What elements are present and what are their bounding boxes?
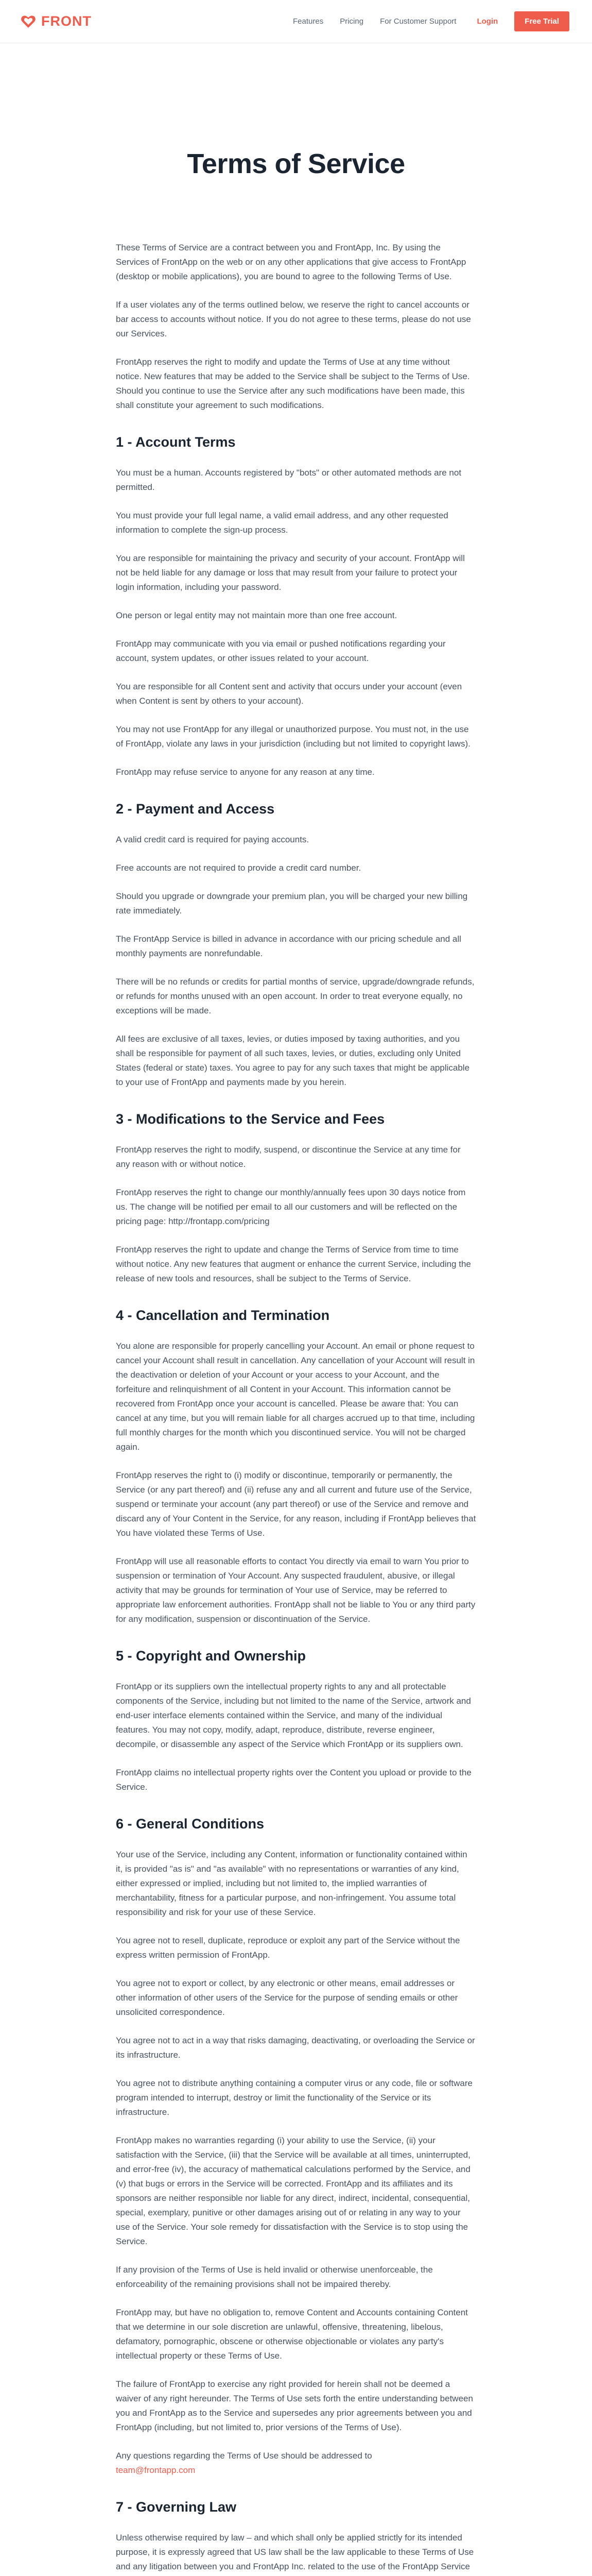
- section-paragraph: You must provide your full legal name, a valid email address, and any other requested information to complete the sign-up process.: [116, 511, 448, 535]
- intro-paragraph: FrontApp reserves the right to modify and update the Terms of Use at any time without notice. New features that may be added to the Service shall be subject to the Terms of Use. Should you continue to use the Service after any such modifications have been made, this shall constitute your agreement to such modifications.: [116, 357, 470, 410]
- section-paragraph: Your use of the Service, including any Content, information or functionality contained within it, is provided "as is" and "as available" with no representations or warranties of any kind, either expressed or implied, including but not limited to, the implied warranties of merchantability, fitness for a particular purpose, and non-infringement. You assume total responsibility and risk for your use of these Service.: [116, 1850, 467, 1917]
- front-logo[interactable]: [21, 13, 293, 29]
- section-payment-and-access: [116, 801, 476, 1090]
- section-paragraph: There will be no refunds or credits for partial months of service, upgrade/downgrade refunds, or refunds for months unused with an open account. In order to treat everyone equally, no exceptions will be made.: [116, 977, 475, 1015]
- main-nav: [293, 11, 569, 31]
- section-paragraph: The failure of FrontApp to exercise any right provided for herein shall not be deemed a waiver of any right hereunder. The Terms of Use sets forth the entire understanding between you and FrontApp as to the Service and supersedes any prior agreements between you and FrontApp (including, but not limited to, prior versions of the Terms of Use).: [116, 2379, 473, 2432]
- terms-article: [116, 43, 476, 2576]
- section-title: 4 - Cancellation and Termination: [116, 1308, 330, 1323]
- section-title: 3 - Modifications to the Service and Fees: [116, 1111, 385, 1127]
- section-paragraph: If any provision of the Terms of Use is held invalid or otherwise unenforceable, the enforceability of the remaining provisions shall not be impaired thereby.: [116, 2265, 433, 2289]
- section-paragraph: You alone are responsible for properly cancelling your Account. An email or phone request to cancel your Account shall result in cancellation. Any cancellation of your Account will result in the deactivation or deletion of your Account or your access to your Account, and the forfeiture and relinquishment of all Content in your Account. This information cannot be recovered from FrontApp once your account is cancelled. Please be aware that: You can cancel at any time, but you will remain liable for all charges accrued up to that time, including full monthly charges for the month which you discontinued service. You will not be charged again.: [116, 1341, 475, 1452]
- section-title: 5 - Copyright and Ownership: [116, 1648, 306, 1664]
- section-paragraph: FrontApp reserves the right to modify, suspend, or discontinue the Service at any time for any reason with or without notice.: [116, 1145, 461, 1169]
- page-title: Terms of Service: [187, 148, 405, 179]
- nav-features[interactable]: Features: [293, 17, 324, 26]
- section-paragraph: FrontApp reserves the right to change our monthly/annually fees upon 30 days notice from us. The change will be notified per email to all our customers and will be reflected on the pricing page: http://frontapp.com/pricing: [116, 1188, 466, 1226]
- section-paragraph: You agree not to act in a way that risks damaging, deactivating, or overloading the Service or its infrastructure.: [116, 2036, 475, 2060]
- section-paragraph: FrontApp or its suppliers own the intellectual property rights to any and all protectable components of the Service, including but not limited to the name of the Service, artwork and end-user interface elements contained within the Service, and many of the individual features. You may not copy, modify, adapt, reproduce, distribute, reverse engineer, decompile, or disassemble any aspect of the Service which FrontApp or its suppliers own.: [116, 1682, 471, 1749]
- section-paragraph: FrontApp reserves the right to update and change the Terms of Service from time to time without notice. Any new features that augment or enhance the current Service, including the release of new tools and resources, shall be subject to the Terms of Service.: [116, 1245, 471, 1283]
- section-paragraph: Should you upgrade or downgrade your premium plan, you will be charged your new billing rate immediately.: [116, 891, 468, 916]
- section-paragraph: The FrontApp Service is billed in advance in accordance with our pricing schedule and all monthly payments are nonrefundable.: [116, 934, 461, 958]
- section-paragraph: FrontApp makes no warranties regarding (i) your ability to use the Service, (ii) your satisfaction with the Service, (iii) that the Service will be available at all times, uninterrupted, and error-free (iv), the accuracy of mathematical calculations performed by the Service, and (v) that bugs or errors in the Service will be corrected. FrontApp and its affiliates and its sponsors are neither responsible nor liable for any direct, indirect, incidental, consequential, special, exemplary, punitive or other damages arising out of or relating in any way to your use of the Service. Your sole remedy for dissatisfaction with the Service is to stop using the Service.: [116, 2136, 471, 2246]
- section-title: 7 - Governing Law: [116, 2499, 237, 2515]
- section-cancellation: [116, 1308, 476, 1626]
- section-paragraph: All fees are exclusive of all taxes, levies, or duties imposed by taxing authorities, and you shall be responsible for payment of all such taxes, levies, or duties, excluding only United States (federal or state) taxes. You agree to pay for any such taxes that might be applicable to your use of FrontApp and payments made by you herein.: [116, 1034, 470, 1087]
- section-title: 2 - Payment and Access: [116, 801, 275, 817]
- section-copyright: [116, 1648, 476, 1794]
- section-general-conditions: [116, 1816, 476, 2478]
- section-title: 6 - General Conditions: [116, 1816, 265, 1832]
- section-paragraph: FrontApp may, but have no obligation to, remove Content and Accounts containing Content that we determine in our sole discretion are unlawful, offensive, threatening, libelous, defamatory, pornographic, obscene or otherwise objectionable or violates any party's intellectual property or these Terms of Use.: [116, 2308, 468, 2361]
- section-paragraph: FrontApp may communicate with you via email or pushed notifications regarding your account, system updates, or other issues related to your account.: [116, 639, 446, 663]
- section-paragraph: One person or legal entity may not maintain more than one free account.: [116, 611, 397, 620]
- contact-text: Any questions regarding the Terms of Use should be addressed to: [116, 2451, 372, 2461]
- section-paragraph: FrontApp reserves the right to (i) modify or discontinue, temporarily or permanently, the Service (or any part thereof) and (ii) refuse any and all current and future use of the Service, suspend or terminate your account (any part thereof) or use of the Service and remove and discard any of Your Content in the Service, for any reason, including if FrontApp believes that You have violated these Terms of Use.: [116, 1470, 476, 1538]
- section-paragraph: You must be a human. Accounts registered by "bots" or other automated methods are not permitted.: [116, 468, 462, 492]
- contact-paragraph: [116, 2449, 476, 2478]
- section-paragraph: FrontApp will use all reasonable efforts to contact You directly via email to warn You prior to suspension or termination of Your Account. Any suspected fraudulent, abusive, or illegal activity that may be grounds for termination of Your use of Service, may be referred to appropriate law enforcement authorities. FrontApp shall not be liable to You or any third party for any modification, suspension or discontinuation of the Service.: [116, 1556, 476, 1624]
- nav-customer-support[interactable]: For Customer Support: [380, 17, 457, 26]
- section-paragraph: You agree not to export or collect, by any electronic or other means, email addresses or other information of other users of the Service for the purpose of sending emails or other unsolicited correspondence.: [116, 1978, 458, 2017]
- section-paragraph: FrontApp may refuse service to anyone for any reason at any time.: [116, 767, 375, 777]
- terms-content: [0, 43, 592, 2576]
- section-paragraph: You agree not to distribute anything containing a computer virus or any code, file or software program intended to interrupt, destroy or limit the functionality of the Service or its infrastructure.: [116, 2078, 473, 2117]
- free-trial-button[interactable]: Free Trial: [514, 11, 569, 31]
- section-modifications: [116, 1111, 476, 1286]
- section-paragraph: You are responsible for maintaining the privacy and security of your account. FrontApp will not be held liable for any damage or loss that may result from your failure to protect your login information, including your password.: [116, 553, 465, 592]
- section-paragraph: You are responsible for all Content sent and activity that occurs under your account (even when Content is sent by others to your account).: [116, 682, 462, 706]
- logo-text: FRONT: [41, 13, 92, 29]
- intro-paragraph: These Terms of Service are a contract between you and FrontApp, Inc. By using the Services of FrontApp on the web or on any other applications that give access to FrontApp (desktop or mobile applications), you are bound to agree to the following Terms of Use.: [116, 243, 466, 281]
- section-account-terms: [116, 434, 476, 779]
- heart-logo-icon: [21, 15, 36, 28]
- section-paragraph: A valid credit card is required for paying accounts.: [116, 835, 309, 844]
- nav-pricing[interactable]: Pricing: [340, 17, 364, 26]
- section-paragraph: You agree not to resell, duplicate, reproduce or exploit any part of the Service without the express written permission of FrontApp.: [116, 1936, 460, 1960]
- section-paragraph: You may not use FrontApp for any illegal or unauthorized purpose. You must not, in the use of FrontApp, violate any laws in your jurisdiction (including but not limited to copyright laws).: [116, 724, 471, 749]
- contact-email-link[interactable]: team@frontapp.com: [116, 2465, 196, 2475]
- section-paragraph: FrontApp claims no intellectual property rights over the Content you upload or provide to the Service.: [116, 1768, 472, 1792]
- section-title: 1 - Account Terms: [116, 434, 236, 450]
- section-paragraph: Free accounts are not required to provide a credit card number.: [116, 863, 361, 873]
- login-link[interactable]: Login: [477, 17, 498, 26]
- section-governing-law: [116, 2499, 476, 2576]
- top-navigation: [0, 0, 592, 43]
- section-paragraph: Unless otherwise required by law – and which shall only be applied strictly for its intended purpose, it is expressly agreed that US law shall be the law applicable to these Terms of Use and any litigation between you and FrontApp Inc. related to the use of the FrontApp Service: [116, 2533, 474, 2571]
- intro-paragraph: If a user violates any of the terms outlined below, we reserve the right to cancel accounts or bar access to accounts without notice. If you do not agree to these terms, please do not use our Services.: [116, 300, 471, 338]
